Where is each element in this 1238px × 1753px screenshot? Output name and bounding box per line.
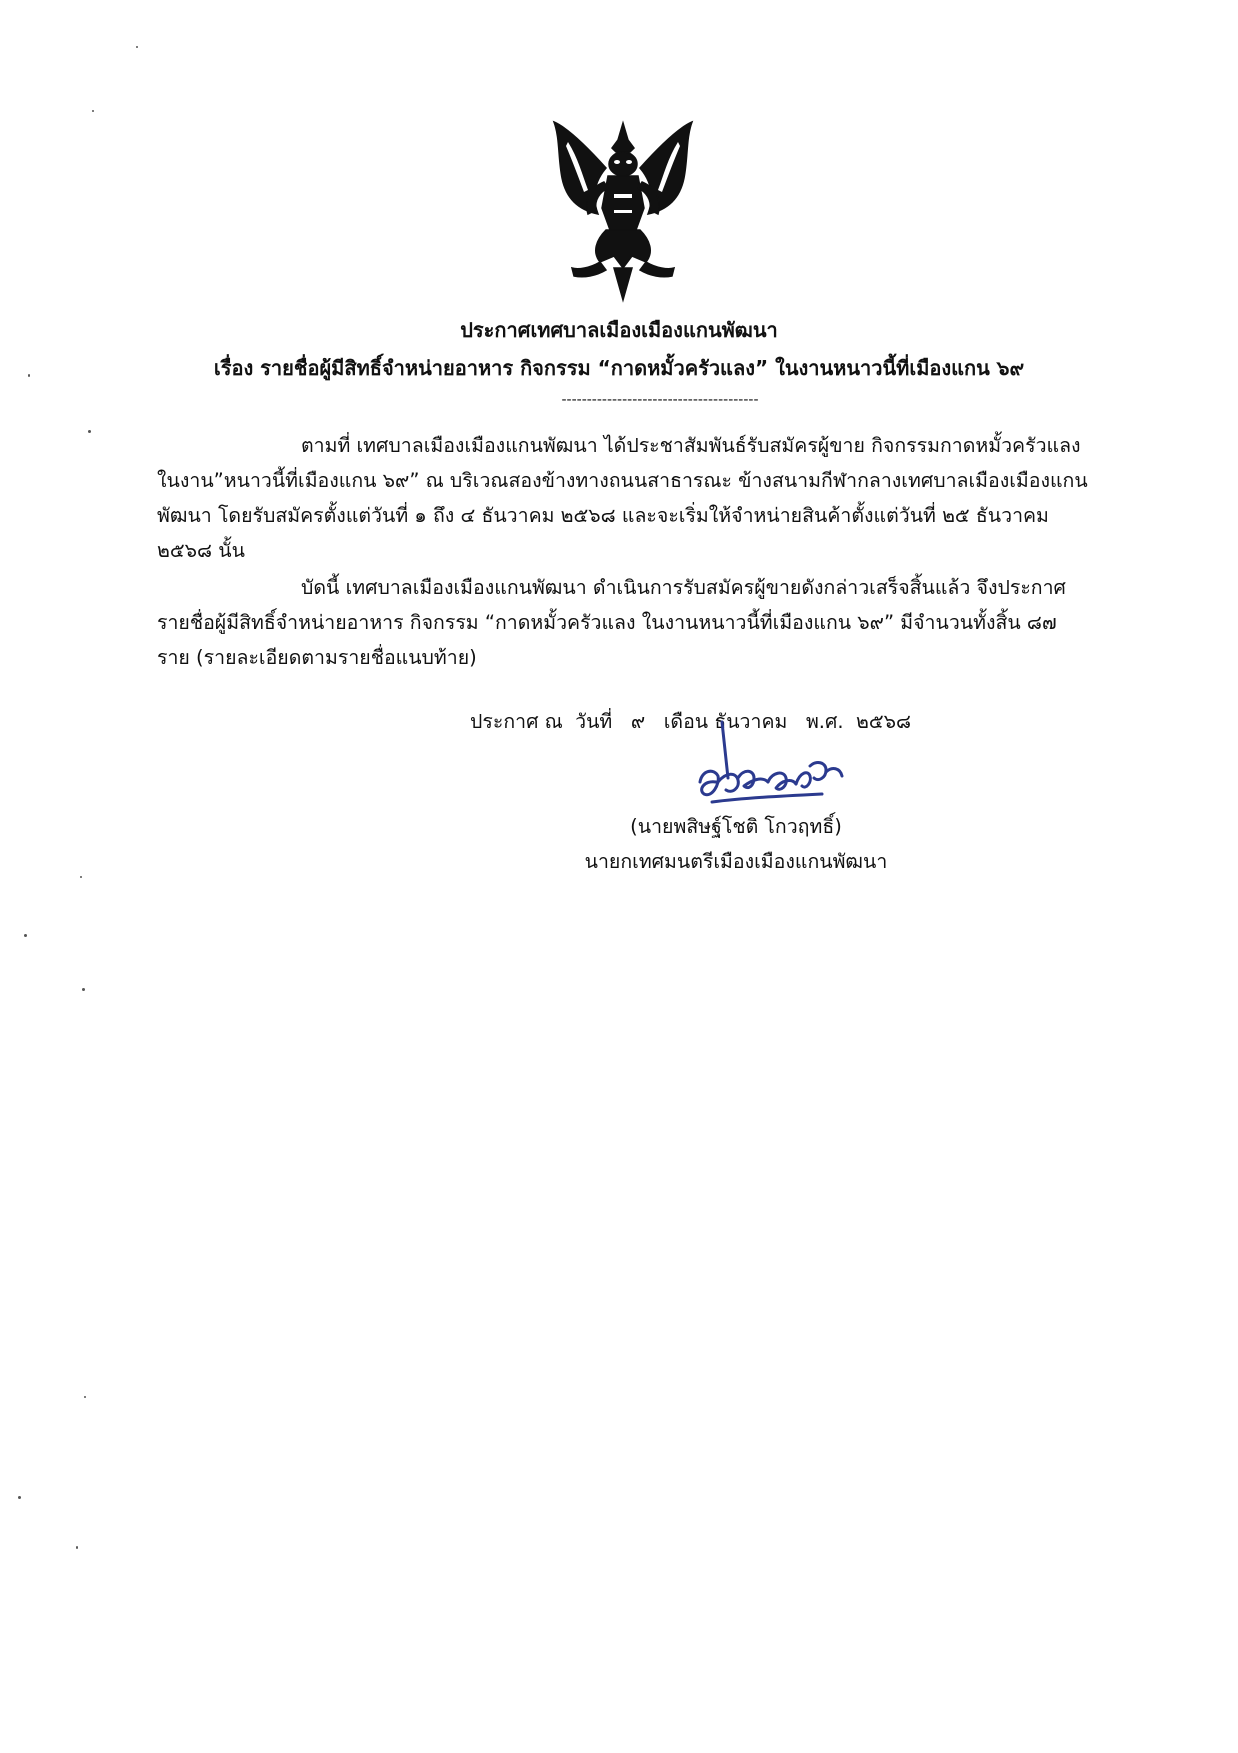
title-divider: ---------------------------------------: [561, 392, 759, 408]
paragraph-1: [157, 428, 1097, 568]
scan-speck: [18, 1496, 21, 1499]
scan-speck: [76, 1546, 78, 1549]
scan-speck: [136, 46, 138, 48]
garuda-emblem-icon: [548, 118, 698, 303]
paragraph-2: [157, 570, 1097, 675]
handwritten-signature: [692, 720, 852, 812]
signer-name: (นายพสิษฐ์โชติ โกวฤทธิ์): [630, 815, 842, 838]
paragraph-line: ตามที่ เทศบาลเมืองเมืองแกนพัฒนา ได้ประชาสัมพันธ์รับสมัครผู้ขาย กิจกรรมกาดหมั้วครัวแลง: [301, 434, 1081, 457]
paragraph-line: ในงาน”หนาวนี้ที่เมืองแกน ๖๙” ณ บริเวณสองข้างทางถนนสาธารณะ ข้างสนามกีฬากลางเทศบาลเมืองเมืองแกน: [157, 469, 1088, 492]
announcement-title: ประกาศเทศบาลเมืองเมืองแกนพัฒนา: [460, 318, 778, 342]
scan-speck: [80, 876, 82, 878]
announcement-date: ประกาศ ณ วันที่ ๙ เดือน ธันวาคม พ.ศ. ๒๕๖๘: [470, 710, 912, 733]
scan-speck: [28, 374, 30, 377]
scan-speck: [82, 988, 85, 991]
signer-position: นายกเทศมนตรีเมืองเมืองแกนพัฒนา: [584, 850, 888, 873]
paragraph-line: พัฒนา โดยรับสมัครตั้งแต่วันที่ ๑ ถึง ๔ ธันวาคม ๒๕๖๘ และจะเริ่มให้จำหน่ายสินค้าตั้งแต่วันที่ ๒๕ ธันวาคม: [157, 504, 1049, 527]
paragraph-line: ราย (รายละเอียดตามรายชื่อแนบท้าย): [157, 646, 477, 669]
paragraph-line: รายชื่อผู้มีสิทธิ์จำหน่ายอาหาร กิจกรรม “กาดหมั้วครัวแลง ในงานหนาวนี้ที่เมืองแกน ๖๙” มีจำนวนทั้งสิ้น ๘๗: [157, 611, 1057, 634]
paragraph-line: บัดนี้ เทศบาลเมืองเมืองแกนพัฒนา ดำเนินการรับสมัครผู้ขายดังกล่าวเสร็จสิ้นแล้ว จึงประกาศ: [301, 576, 1066, 599]
paragraph-line: ๒๕๖๘ นั้น: [157, 539, 245, 562]
scan-speck: [92, 110, 94, 112]
scan-speck: [88, 430, 91, 433]
scan-speck: [84, 1396, 86, 1398]
scan-speck: [24, 934, 27, 937]
announcement-subject: เรื่อง รายชื่อผู้มีสิทธิ์จำหน่ายอาหาร กิจกรรม “กาดหมั้วครัวแลง” ในงานหนาวนี้ที่เมืองแกน ๖๙: [213, 356, 1025, 380]
